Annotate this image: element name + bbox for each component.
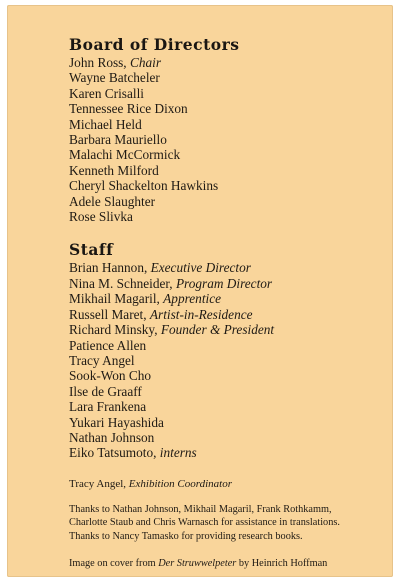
staff-member — [69, 368, 375, 383]
staff-heading: Staff — [69, 240, 114, 260]
member-name: Tracy Angel — [69, 352, 135, 368]
page-content — [69, 35, 375, 581]
member-name: Eiko Tatsumoto, — [69, 445, 160, 461]
board-member — [69, 194, 375, 209]
member-role: Apprentice — [163, 291, 222, 307]
member-name: Tennessee Rice Dixon — [69, 101, 188, 117]
member-name: Cheryl Shackelton Hawkins — [69, 178, 219, 194]
member-role: interns — [159, 445, 197, 461]
staff-member — [69, 399, 375, 414]
board-member — [69, 55, 375, 70]
member-name: Nina M. Schneider, — [69, 275, 176, 291]
member-role: Program Director — [175, 275, 273, 291]
cover-credit — [69, 557, 375, 570]
member-name: Lara Frankena — [69, 399, 147, 415]
board-member — [69, 101, 375, 116]
board-member — [69, 163, 375, 178]
exhibition-coordinator — [69, 477, 375, 491]
board-member — [69, 132, 375, 147]
staff-list — [69, 260, 375, 460]
cover-credit-suffix: by Heinrich Hoffman — [236, 557, 328, 569]
member-name: Kenneth Milford — [69, 162, 159, 178]
board-heading: Board of Directors — [69, 35, 240, 54]
member-name: Yukari Hayashida — [69, 414, 164, 430]
member-name: Patience Allen — [69, 337, 147, 353]
staff-member — [69, 291, 375, 306]
member-name: Karen Crisalli — [69, 85, 144, 101]
member-name: Wayne Batcheler — [69, 70, 160, 86]
member-name: Rose Slivka — [69, 209, 133, 225]
member-name: Malachi McCormick — [69, 147, 181, 163]
staff-member — [69, 384, 375, 399]
member-role: Chair — [129, 55, 162, 70]
staff-member — [69, 430, 375, 445]
board-list — [69, 55, 375, 224]
member-name: Brian Hannon, — [69, 260, 151, 276]
member-role: Founder & President — [160, 322, 275, 338]
staff-member — [69, 307, 375, 322]
member-role: Artist-in-Residence — [149, 306, 253, 322]
member-name: Mikhail Magaril, — [69, 291, 164, 307]
member-name: Sook-Won Cho — [69, 368, 152, 384]
staff-member — [69, 445, 375, 460]
member-name: Nathan Johnson — [69, 429, 155, 445]
member-role: Executive Director — [150, 260, 251, 276]
acknowledgements: Thanks to Nathan Johnson, Mikhail Magaril, Frank Rothkamm, Charlotte Staub and Chris Warnasch for assistance in translations. Thanks to Nancy Tamasko for providing research books. — [69, 503, 340, 542]
board-member — [69, 117, 375, 132]
cover-book-title: Der Struwwelpeter — [158, 557, 237, 569]
board-member — [69, 70, 375, 85]
member-name: Richard Minsky, — [69, 322, 161, 338]
staff-member — [69, 353, 375, 368]
coordinator-name: Tracy Angel, — [69, 477, 129, 490]
member-name: Barbara Mauriello — [69, 132, 167, 148]
cover-credit-prefix: Image on cover from — [69, 557, 159, 569]
staff-member — [69, 276, 375, 291]
staff-member — [69, 322, 375, 337]
board-member — [69, 147, 375, 162]
coordinator-role: Exhibition Coordinator — [128, 477, 232, 490]
member-name: Adele Slaughter — [69, 193, 156, 209]
board-member — [69, 86, 375, 101]
member-name: John Ross, — [69, 55, 130, 70]
member-name: Ilse de Graaff — [69, 383, 142, 399]
member-name: Russell Maret, — [69, 306, 150, 322]
board-member — [69, 209, 375, 224]
member-name: Michael Held — [69, 116, 142, 132]
staff-member — [69, 338, 375, 353]
staff-member — [69, 415, 375, 430]
staff-member — [69, 260, 375, 275]
program-page — [7, 5, 393, 577]
board-member — [69, 178, 375, 193]
